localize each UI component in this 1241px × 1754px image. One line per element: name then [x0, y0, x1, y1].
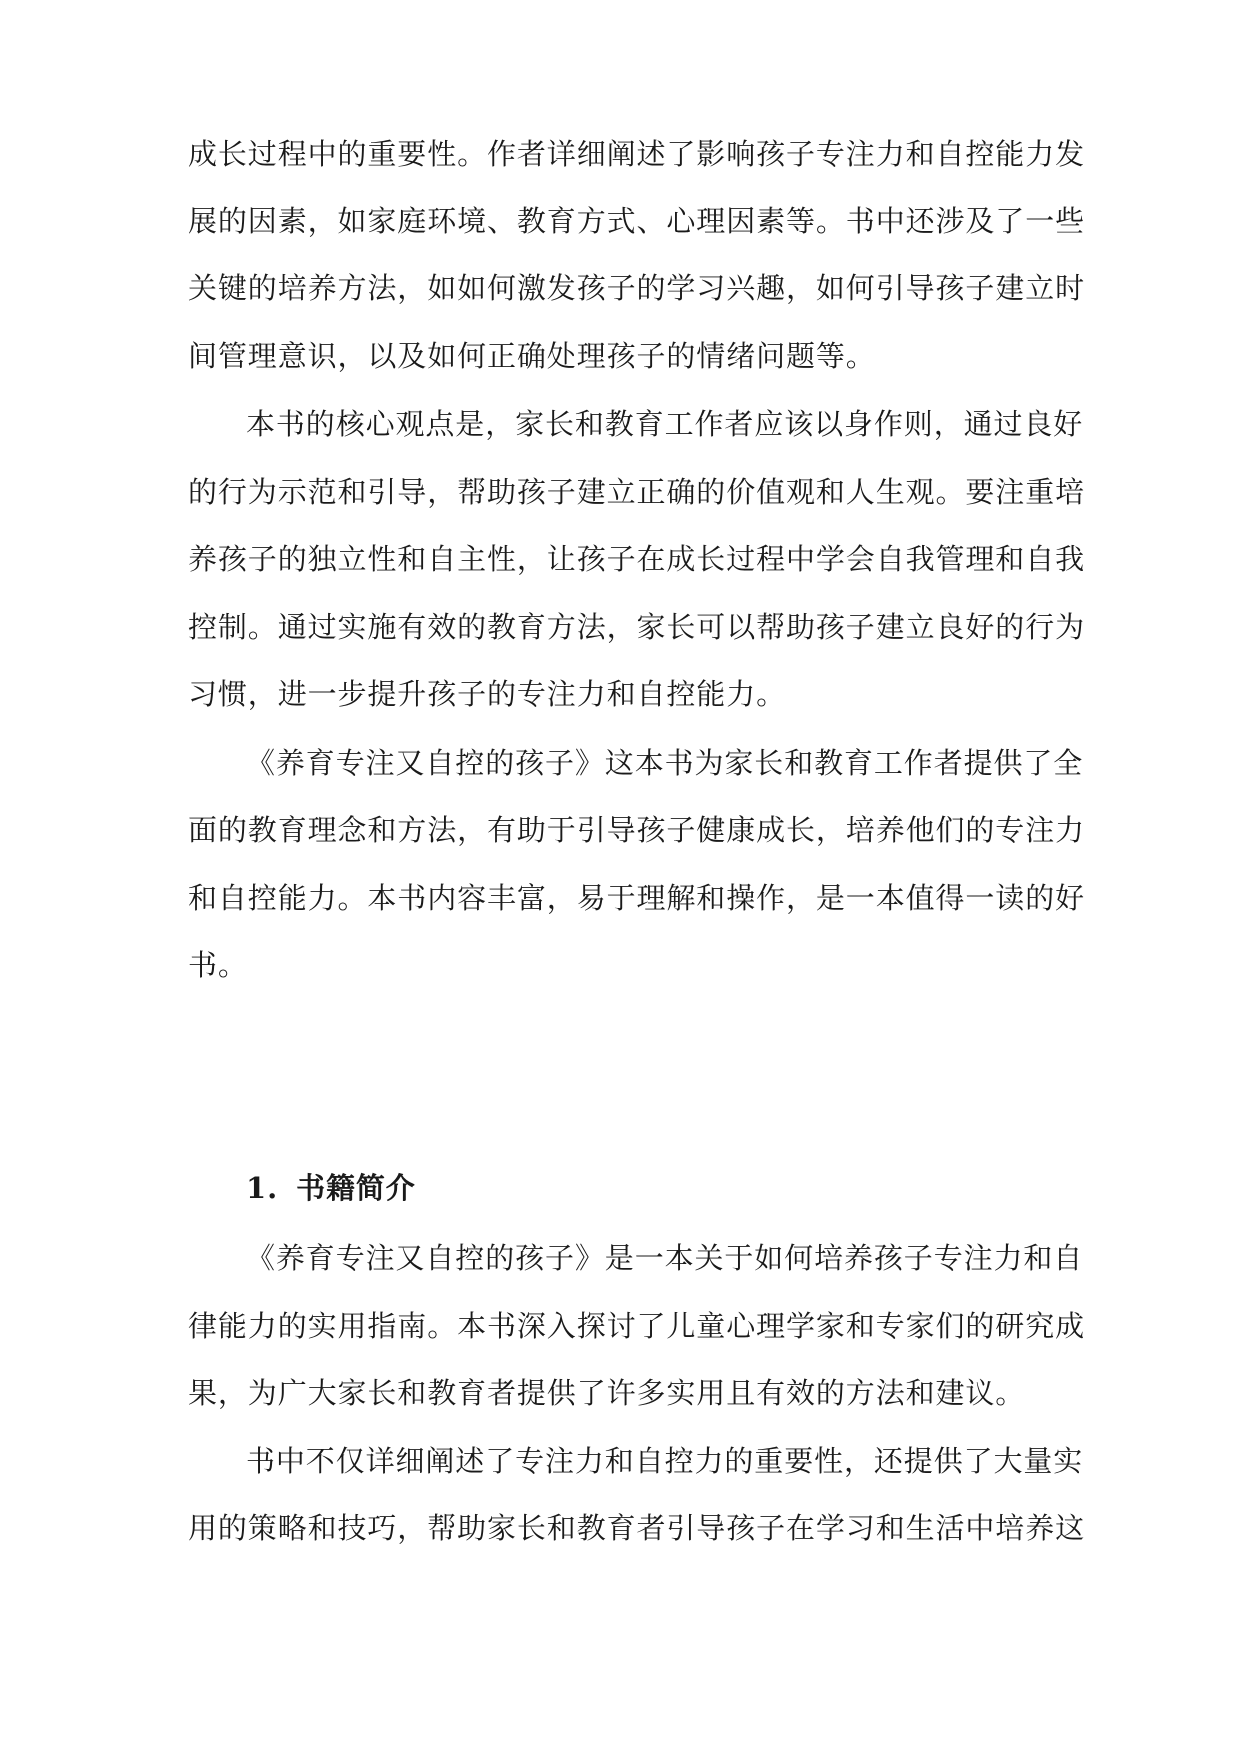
text-line: 书中不仅详细阐述了专注力和自控力的重要性，还提供了大量实	[246, 1444, 1084, 1478]
text-line: 习惯，进一步提升孩子的专注力和自控能力。	[188, 677, 787, 711]
text-line: 本书的核心观点是，家长和教育工作者应该以身作则，通过良好	[246, 407, 1084, 441]
text-line: 成长过程中的重要性。作者详细阐述了影响孩子专注力和自控能力发	[188, 137, 1086, 171]
section-title: 书籍简介	[296, 1171, 416, 1205]
text-line: 间管理意识，以及如何正确处理孩子的情绪问题等。	[188, 339, 876, 373]
text-line: 《养育专注又自控的孩子》这本书为家长和教育工作者提供了全	[246, 746, 1084, 780]
text-line: 面的教育理念和方法，有助于引导孩子健康成长，培养他们的专注力	[188, 813, 1086, 847]
text-line: 果，为广大家长和教育者提供了许多实用且有效的方法和建议。	[188, 1376, 1026, 1410]
text-line: 关键的培养方法，如如何激发孩子的学习兴趣，如何引导孩子建立时	[188, 271, 1086, 305]
text-line: 用的策略和技巧，帮助家长和教育者引导孩子在学习和生活中培养这	[188, 1511, 1086, 1545]
text-line: 书。	[188, 948, 248, 982]
text-line: 的行为示范和引导，帮助孩子建立正确的价值观和人生观。要注重培	[188, 475, 1086, 509]
text-line: 律能力的实用指南。本书深入探讨了儿童心理学家和专家们的研究成	[188, 1309, 1086, 1343]
text-line: 《养育专注又自控的孩子》是一本关于如何培养孩子专注力和自	[246, 1241, 1084, 1275]
text-line: 和自控能力。本书内容丰富，易于理解和操作，是一本值得一读的好	[188, 881, 1086, 915]
text-line: 养孩子的独立性和自主性，让孩子在成长过程中学会自我管理和自我	[188, 542, 1086, 576]
section-heading	[246, 1158, 416, 1218]
text-line: 控制。通过实施有效的教育方法，家长可以帮助孩子建立良好的行为	[188, 610, 1086, 644]
text-line: 展的因素，如家庭环境、教育方式、心理因素等。书中还涉及了一些	[188, 204, 1086, 238]
section-number: 1.	[246, 1171, 279, 1205]
